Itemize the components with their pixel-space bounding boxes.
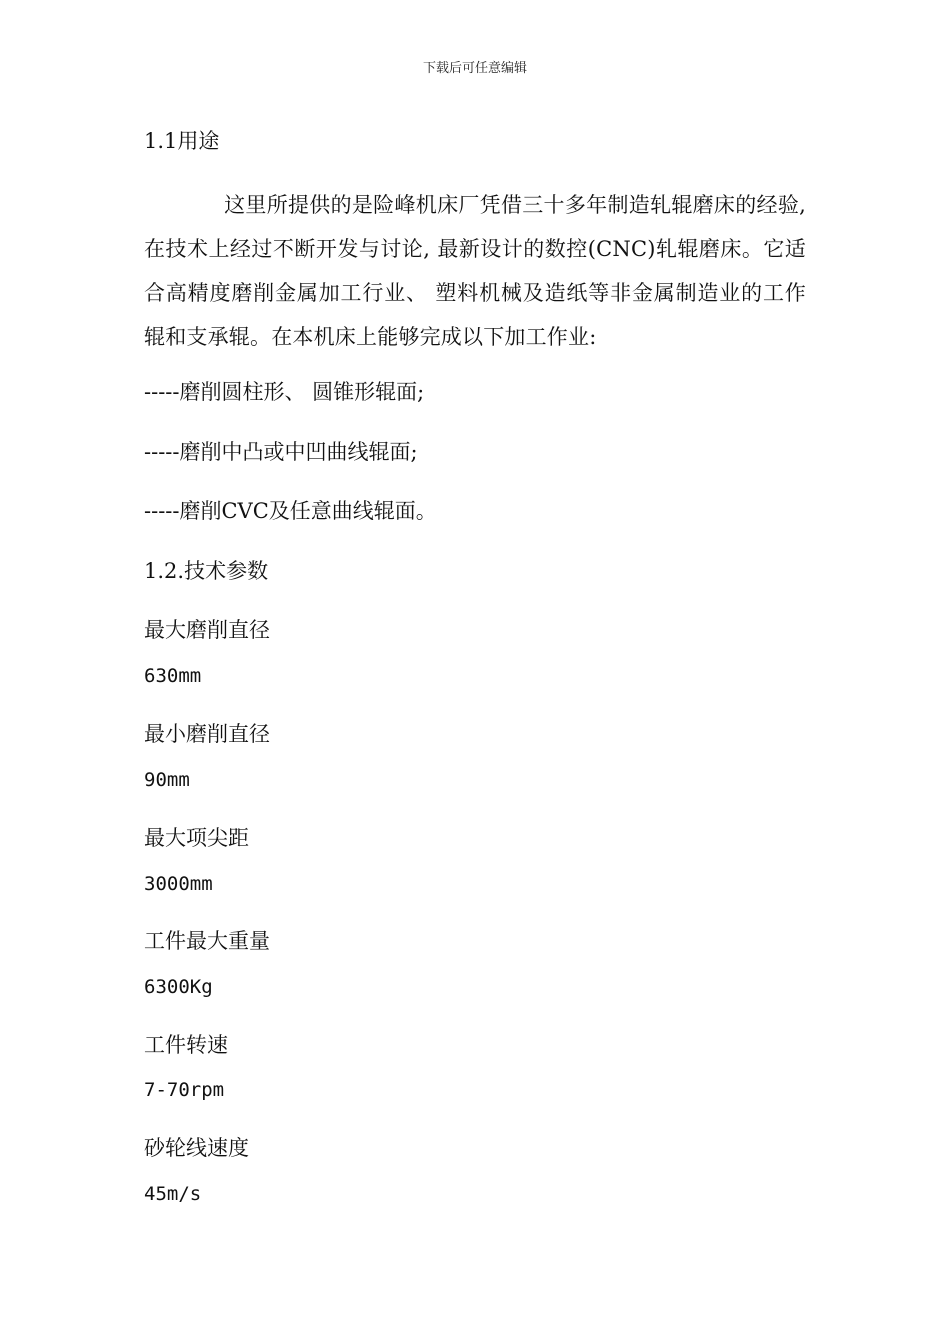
param-label: 工件转速: [144, 1033, 228, 1057]
param-label: 最小磨削直径: [144, 722, 270, 746]
process-item: -----磨削CVC及任意曲线辊面。: [144, 499, 437, 523]
param-value: 45m/s: [144, 1183, 202, 1205]
section-title-specs: 1.2.技术参数: [144, 559, 269, 583]
process-item: -----磨削圆柱形、 圆锥形辊面;: [144, 380, 425, 404]
usage-paragraph: [144, 183, 806, 359]
param-value: 7-70rpm: [144, 1079, 225, 1101]
param-label: 最大项尖距: [144, 826, 249, 850]
process-item: -----磨削中凸或中凹曲线辊面;: [144, 440, 418, 464]
page-header: 下载后可任意编辑: [422, 61, 527, 76]
usage-paragraph-text: 这里所提供的是险峰机床厂凭借三十多年制造轧辊磨床的经验, 在技术上经过不断开发与讨论, 最新设计的数控(CNC)轧辊磨床。它适合高精度磨削金属加工行业、 塑料机械及造纸等非金属制造业的工作辊和支承辊。在本机床上能够完成以下加工作业:: [144, 193, 806, 349]
section-title-usage: 1.1用途: [144, 129, 220, 153]
param-value: 630mm: [144, 665, 202, 687]
param-value: 6300Kg: [144, 976, 213, 998]
param-label: 工件最大重量: [144, 929, 270, 953]
param-label: 砂轮线速度: [144, 1136, 249, 1160]
param-value: 3000mm: [144, 873, 213, 895]
param-value: 90mm: [144, 769, 190, 791]
param-label: 最大磨削直径: [144, 618, 270, 642]
